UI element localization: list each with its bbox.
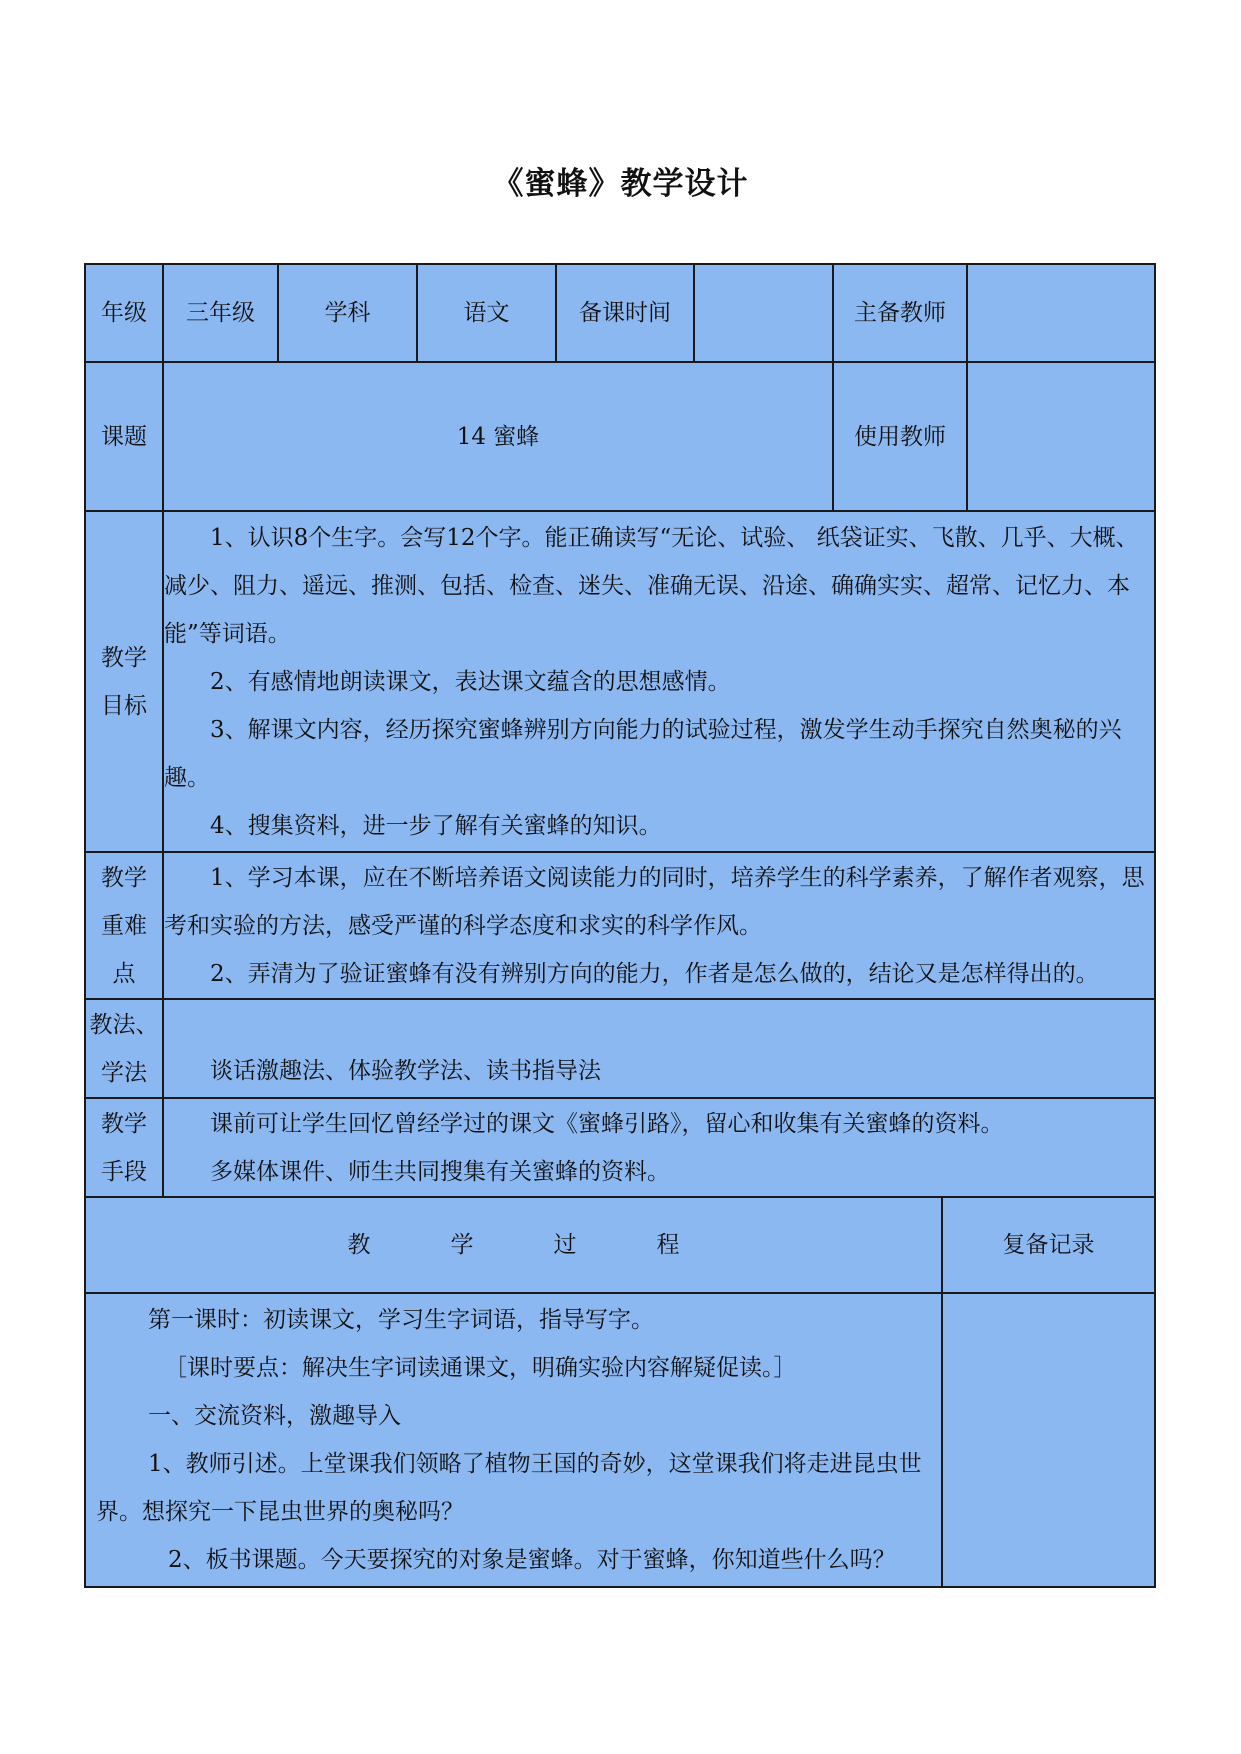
methods-row [85,999,1155,1098]
key-points-label: 教学 重难 点 [85,852,163,999]
key-point-item: 1、学习本课，应在不断培养语文阅读能力的同时，培养学生的科学素养，了解作者观察，思考和实验的方法，感受严谨的科学态度和求实的科学作风。 [164,864,1145,939]
process-line: ［课时要点：解决生字词读通课文，明确实验内容解疑促读。］ [164,1355,797,1381]
topic-row [85,362,1155,511]
grade-label: 年级 [85,264,163,362]
objective-item: 3、解课文内容，经历探究蜜蜂辨别方向能力的试验过程，激发学生动手探究自然奥秘的兴趣。 [164,716,1122,791]
objectives-content [163,511,1155,852]
review-record-label: 复备记录 [942,1197,1155,1293]
key-point-item: 2、弄清为了验证蜜蜂有没有辨别方向的能力，作者是怎么做的，结论又是怎样得出的。 [210,960,1099,987]
process-line: 第一课时：初读课文，学习生字词语，指导写字。 [148,1307,654,1333]
lesson-plan-table [84,263,1156,1588]
user-teacher-value[interactable] [967,362,1155,511]
main-teacher-label: 主备教师 [833,264,967,362]
main-teacher-value[interactable] [967,264,1155,362]
process-content [85,1293,942,1587]
subject-label: 学科 [278,264,417,362]
header-row [85,264,1155,362]
process-line: 2、板书课题。今天要探究的对象是蜜蜂。对于蜜蜂，你知道些什么吗？ [168,1547,896,1573]
review-record-content[interactable] [942,1293,1155,1587]
grade-value: 三年级 [163,264,278,362]
process-header-title: 教 学 过 程 [85,1197,942,1293]
means-item: 多媒体课件、师生共同搜集有关蜜蜂的资料。 [210,1158,670,1185]
subject-value: 语文 [417,264,556,362]
means-row [85,1098,1155,1197]
means-item: 课前可让学生回忆曾经学过的课文《蜜蜂引路》，留心和收集有关蜜蜂的资料。 [210,1110,1004,1137]
objective-item: 2、有感情地朗读课文，表达课文蕴含的思想感情。 [210,668,731,695]
methods-content [163,999,1155,1098]
topic-label: 课题 [85,362,163,511]
user-teacher-label: 使用教师 [833,362,967,511]
key-points-row [85,852,1155,999]
process-row [85,1293,1155,1587]
process-line: 1、教师引述。上堂课我们领略了植物王国的奇妙，这堂课我们将走进昆虫世界。想探究一下昆虫世界的奥秘吗？ [96,1451,922,1525]
topic-value: 14 蜜蜂 [163,362,833,511]
process-header-row [85,1197,1155,1293]
objectives-row [85,511,1155,852]
objective-item: 4、搜集资料，进一步了解有关蜜蜂的知识。 [210,812,662,839]
methods-value: 谈话激趣法、体验教学法、读书指导法 [210,1058,601,1084]
methods-label: 教法、 学法 [85,999,163,1098]
key-points-content [163,852,1155,999]
means-content [163,1098,1155,1197]
prep-time-value[interactable] [694,264,833,362]
prep-time-label: 备课时间 [556,264,694,362]
means-label: 教学 手段 [85,1098,163,1197]
document-title: 《蜜蜂》教学设计 [492,166,749,202]
objectives-label: 教学 目标 [85,511,163,852]
process-line: 一、交流资料，激趣导入 [148,1403,401,1429]
objective-item: 1、认识8个生字。会写12个字。能正确读写“无论、试验、 纸袋证实、飞散、几乎、大概、减少、阻力、遥远、推测、包括、检查、迷失、准确无误、沿途、确确实实、超常、记忆力、本能”等词语。 [164,524,1139,647]
